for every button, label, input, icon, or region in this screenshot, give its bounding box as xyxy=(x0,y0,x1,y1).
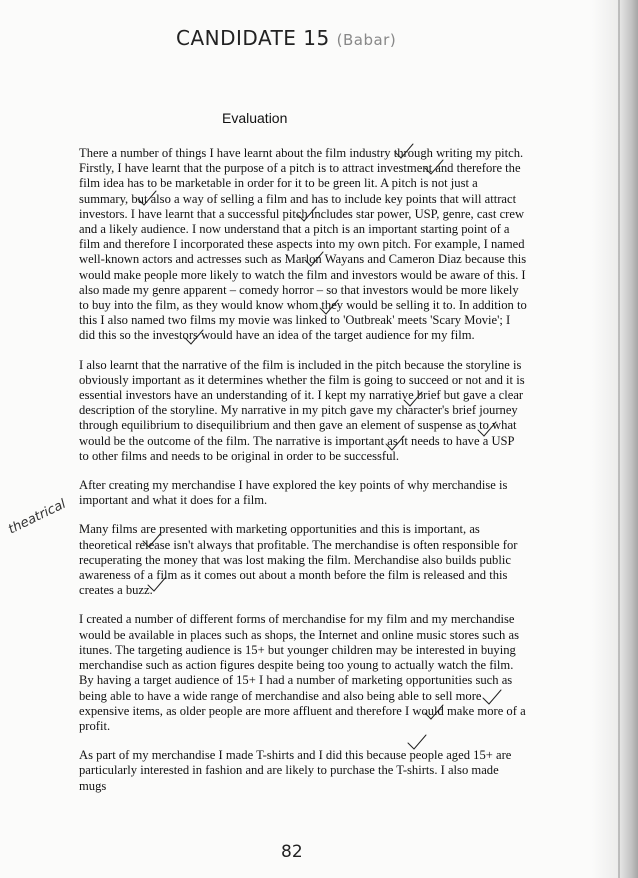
candidate-label: CANDIDATE 15 xyxy=(176,26,330,50)
candidate-header xyxy=(176,26,396,50)
margin-note: theatrical xyxy=(6,496,69,538)
paragraph-4: Many films are presented with marketing opportunities and this is important, as theoretical release isn't always that profitable. The merchandise is often responsible for recuperating the money that was lost making the film. Merchandise also builds public awareness of a film as it comes out about a month before the film is released and this creates a buzz. xyxy=(79,522,518,598)
page-title: Evaluation xyxy=(222,110,288,126)
essay-body xyxy=(79,146,527,808)
candidate-suffix: (Babar) xyxy=(336,31,397,49)
page-edge-shadow xyxy=(592,0,638,878)
paragraph-2: I also learnt that the narrative of the film is included in the pitch because the storyline is obviously important as it determines whether the film is going to succeed or not and it is essential investors have an understanding of it. I kept my narrative brief but gave a clear description of the storyline. My narrative in my pitch gave my character's brief journey through equilibrium to disequilibrium and then gave an element of suspense as to what would be the outcome of the film. The narrative is important as it needs to have a USP to other films and needs to be original in order to be successful. xyxy=(79,357,525,463)
page-edge-line xyxy=(618,0,620,878)
paragraph-5: I created a number of different forms of merchandise for my film and my merchandise would be available in places such as shops, the Internet and online music stores such as itunes. The targeting audience is 15+ but younger children may be interested in buying merchandise such as action figures despite being too young to actually watch the film. By having a target audience of 15+ I had a number of marketing opportunities such as being able to have a wide range of merchandise and also being able to sell more expensive items, as older people are more affluent and therefore I would make more of a profit. xyxy=(79,612,526,733)
paragraph-3: After creating my merchandise I have explored the key points of why merchandise is important and what it does for a film. xyxy=(79,478,508,508)
paragraph-6: As part of my merchandise I made T-shirts and I did this because people aged 15+ are particularly interested in fashion and are likely to purchase the T-shirts. I also made mugs xyxy=(79,748,512,793)
page-number: 82 xyxy=(281,842,303,862)
paragraph-1: There a number of things I have learnt about the film industry through writing my pitch. Firstly, I have learnt that the purpose of a pitch is to attract investment and therefore the film idea has to be marketable in order for it to be green lit. A pitch is not just a summary, but also a way of selling a film and has to include key points that will attract investors. I have learnt that a successful pitch includes star power, USP, genre, cast crew and a likely audience. I now understand that a pitch is an important starting point of a film and therefore I incorporated these aspects into my own pitch. For example, I named well-known actors and actresses such as Marlon Wayans and Cameron Diaz because this would make people more likely to watch the film and investors would be aware of this. I also made my genre apparent – comedy horror – so that investors would be more likely to buy into the film, as they would know whom they would be selling it to. In addition to this I also named two films my movie was linked to 'Outbreak' meets 'Scary Movie'; I did this so the investors would have an idea of the target audience for my film. xyxy=(79,146,527,343)
